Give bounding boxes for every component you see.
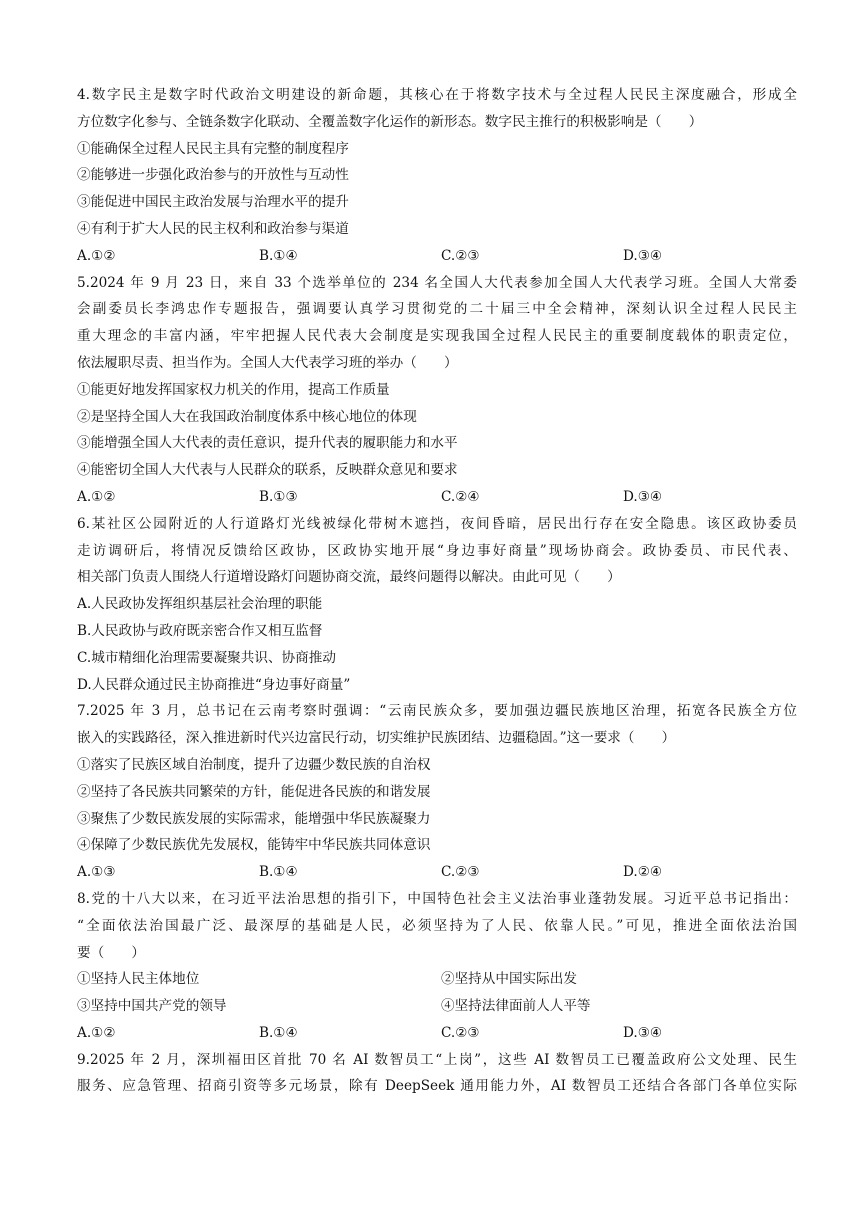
statement: ①能确保全过程人民民主具有完整的制度程序 (77, 140, 349, 157)
statement: ②坚持了各民族共同繁荣的方针，能促进各民族的和谐发展 (77, 783, 431, 800)
statement: ①能更好地发挥国家权力机关的作用，提高工作质量 (77, 381, 390, 398)
stem-line: 走访调研后，将情况反馈给区政协，区政协实地开展“身边事好商量”现场协商会。政协委员、市民代表、 (77, 542, 797, 559)
option-b: B.人民政协与政府既亲密合作又相互监督 (77, 622, 323, 639)
stem-line: 服务、应急管理、招商引资等多元场景，除有 DeepSeek 通用能力外，AI 数智员工还结合各部门各单位实际 (77, 1078, 797, 1095)
exam-page (77, 82, 797, 1100)
choice-a: A.①② (77, 1024, 116, 1041)
question-stem (77, 698, 797, 752)
question-9 (77, 1047, 797, 1101)
statement: ④能密切全国人大代表与人民群众的联系，反映群众意见和要求 (77, 462, 458, 479)
statement: ②坚持从中国实际出发 (441, 971, 577, 988)
choice-d: D.③④ (623, 247, 663, 264)
choice-c: C.②③ (441, 1024, 480, 1041)
statement: ④有利于扩大人民的民主权利和政治参与渠道 (77, 220, 349, 237)
choice-a: A.①③ (77, 864, 116, 881)
stem-line: 重大理念的丰富内涵，牢牢把握人民代表大会制度是实现我国全过程人民民主的重要制度载体的职责定位， (77, 328, 797, 345)
statement-row (77, 993, 797, 1020)
stem-line: 要（ ） (77, 944, 145, 961)
stem-line: 会副委员长李鸿忠作专题报告，强调要认真学习贯彻党的二十届三中全会精神，深刻认识全过程人民民主 (77, 301, 797, 318)
stem-line: 7.2025 年 3 月，总书记在云南考察时强调：“云南民族众多，要加强边疆民族地区治理，拓宽各民族全方位 (77, 703, 797, 720)
choice-b: B.①④ (259, 864, 298, 881)
choice-d: D.②④ (623, 864, 663, 881)
question-stem (77, 886, 797, 966)
choice-b: B.①④ (259, 247, 298, 264)
stem-line: 方位数字化参与、全链条数字化联动、全覆盖数字化运作的新形态。数字民主推行的积极影响是（ ） (77, 113, 703, 130)
statement: ③能促进中国民主政治发展与治理水平的提升 (77, 194, 349, 211)
question-4 (77, 82, 797, 270)
choice-d: D.③④ (623, 1024, 663, 1041)
question-stem (77, 511, 797, 591)
statement: ③坚持中国共产党的领导 (77, 998, 227, 1015)
choice-b: B.①③ (259, 488, 298, 505)
statement: ③聚焦了少数民族发展的实际需求，能增强中华民族凝聚力 (77, 810, 431, 827)
question-6 (77, 511, 797, 699)
question-stem (77, 82, 797, 136)
statement: ②能够进一步强化政治参与的开放性与互动性 (77, 167, 349, 184)
option-c: C.城市精细化治理需要凝聚共识、协商推动 (77, 649, 336, 666)
stem-line: 5.2024 年 9 月 23 日，来自 33 个选举单位的 234 名全国人大代表参加全国人大代表学习班。全国人大常委 (77, 274, 797, 291)
answer-choices (77, 243, 797, 270)
statement: ④坚持法律面前人人平等 (441, 998, 591, 1015)
option-d: D.人民群众通过民主协商推进“身边事好商量” (77, 676, 351, 693)
statement: ③能增强全国人大代表的责任意识，提升代表的履职能力和水平 (77, 435, 458, 452)
stem-line: 嵌入的实践路径，深入推进新时代兴边富民行动，切实维护民族团结、边疆稳固。”这一要求（ ） (77, 730, 676, 747)
question-stem (77, 270, 797, 377)
stem-line: 8.党的十八大以来，在习近平法治思想的指引下，中国特色社会主义法治事业蓬勃发展。习近平总书记指出： (77, 890, 797, 907)
question-7 (77, 698, 797, 886)
choice-c: C.②③ (441, 247, 480, 264)
stem-line: “全面依法治国最广泛、最深厚的基础是人民，必须坚持为了人民、依靠人民。”可见，推进全面依法治国 (77, 917, 797, 934)
question-5 (77, 270, 797, 511)
choice-b: B.①④ (259, 1024, 298, 1041)
choice-c: C.②④ (441, 488, 480, 505)
statement-row (77, 966, 797, 993)
option-a: A.人民政协发挥组织基层社会治理的职能 (77, 596, 323, 613)
answer-choices (77, 484, 797, 511)
answer-choices (77, 859, 797, 886)
stem-line: 6.某社区公园附近的人行道路灯光线被绿化带树木遮挡，夜间昏暗，居民出行存在安全隐患。该区政协委员 (77, 515, 797, 532)
choice-d: D.③④ (623, 488, 663, 505)
answer-choices (77, 1020, 797, 1047)
question-stem (77, 1047, 797, 1101)
statement: ④保障了少数民族优先发展权，能铸牢中华民族共同体意识 (77, 837, 431, 854)
stem-line: 9.2025 年 2 月，深圳福田区首批 70 名 AI 数智员工“上岗”，这些 AI 数智员工已覆盖政府公文处理、民生 (77, 1051, 797, 1068)
statement: ②是坚持全国人大在我国政治制度体系中核心地位的体现 (77, 408, 417, 425)
choice-c: C.②③ (441, 864, 480, 881)
stem-line: 相关部门负责人围绕人行道增设路灯问题协商交流，最终问题得以解决。由此可见（ ） (77, 569, 621, 586)
choice-a: A.①② (77, 247, 116, 264)
question-8 (77, 886, 797, 1047)
stem-line: 4.数字民主是数字时代政治文明建设的新命题，其核心在于将数字技术与全过程人民民主深度融合，形成全 (77, 87, 797, 103)
statement: ①落实了民族区域自治制度，提升了边疆少数民族的自治权 (77, 756, 431, 773)
choice-a: A.①② (77, 488, 116, 505)
stem-line: 依法履职尽责、担当作为。全国人大代表学习班的举办（ ） (77, 354, 458, 371)
statement: ①坚持人民主体地位 (77, 971, 200, 988)
